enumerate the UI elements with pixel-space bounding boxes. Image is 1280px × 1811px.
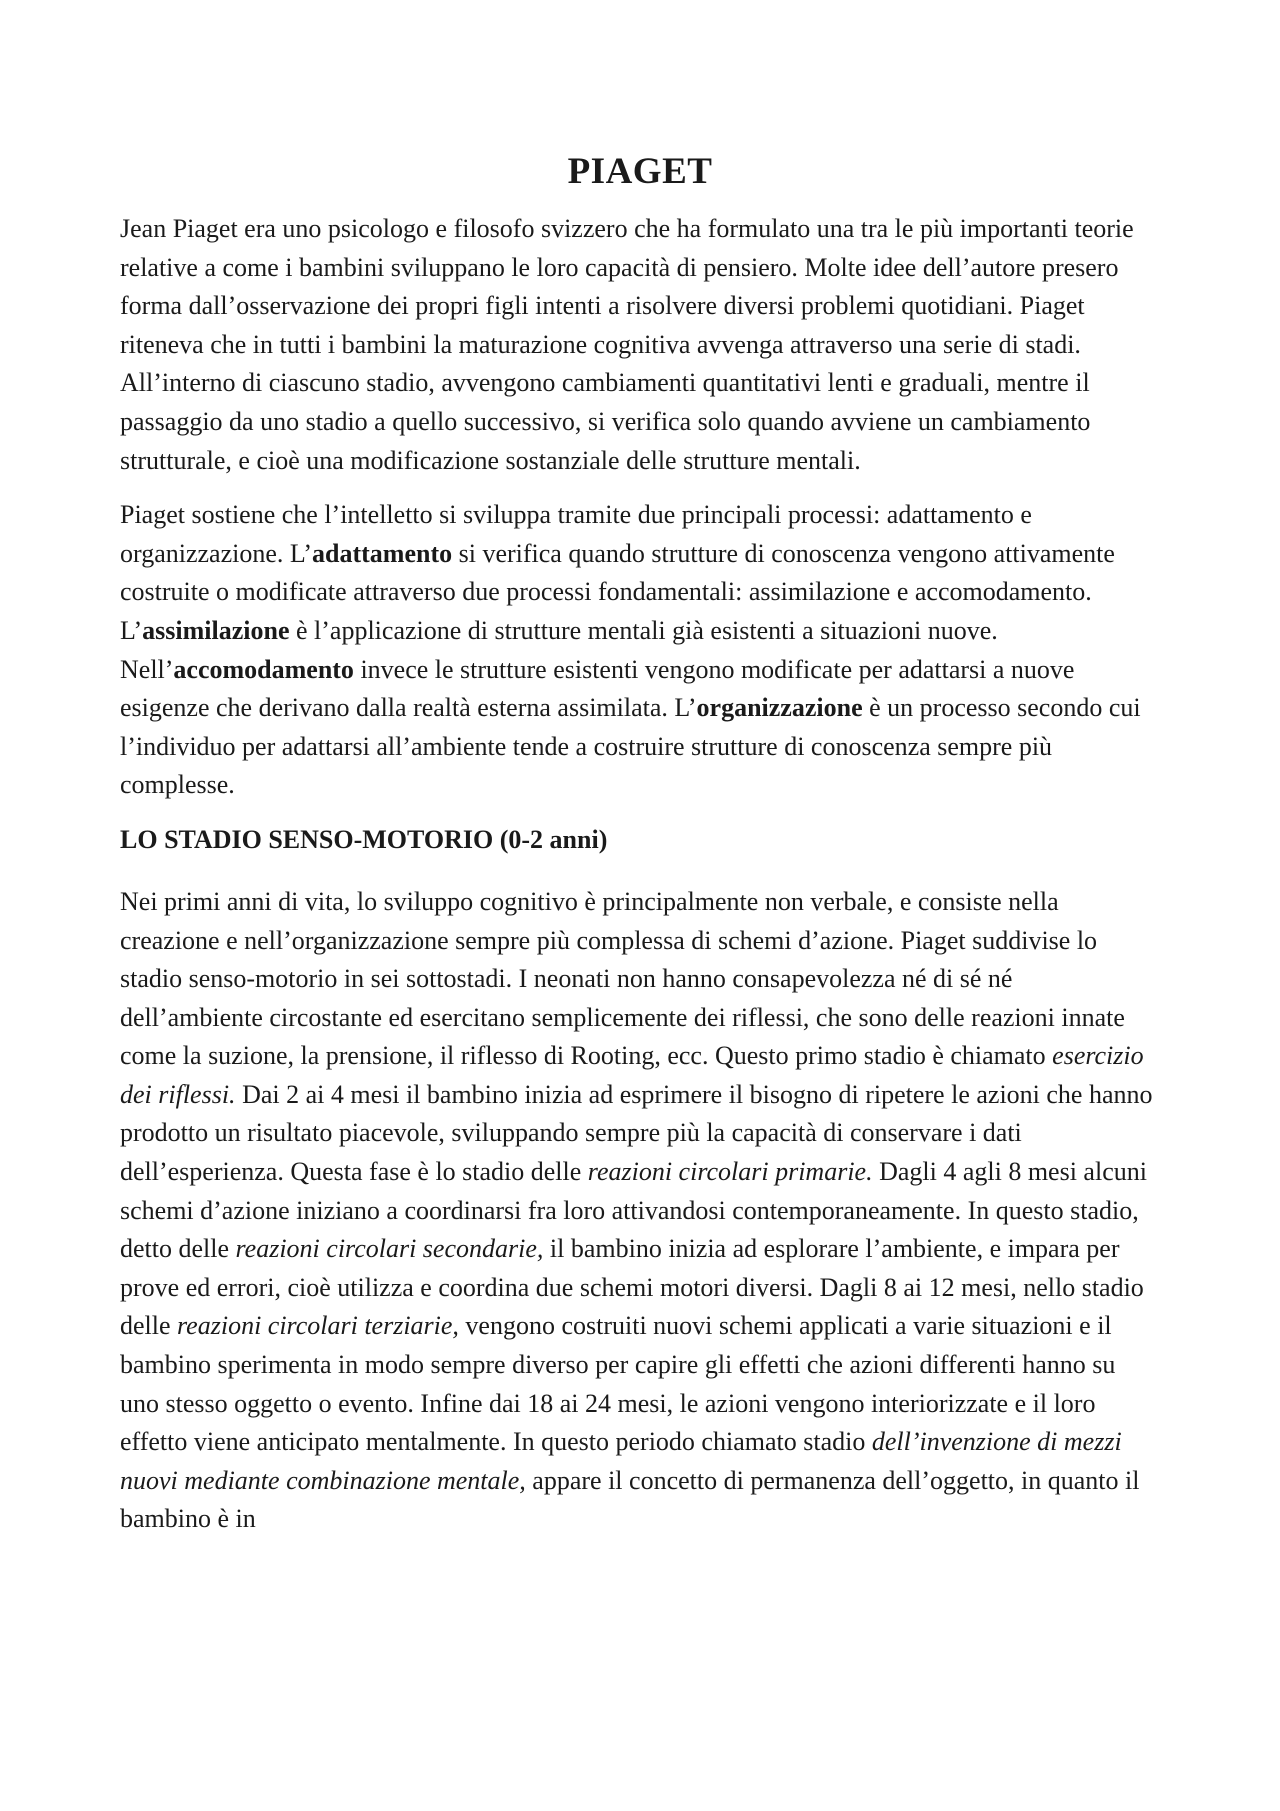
term-adattamento: adattamento: [312, 538, 453, 568]
term-reazioni-circolari-terziarie: reazioni circolari terziarie,: [177, 1311, 459, 1341]
term-invenzione-mezzi-nuovi: dell’invenzione di mezzi nuovi mediante combinazione mentale,: [120, 1427, 1122, 1495]
text-run: il bambino inizia ad esplorare l’ambiente, e impara per prove ed errori, cioè utilizza e coordina due schemi motori diversi. Dagli 8 ai 12 mesi, nello stadio delle: [120, 1234, 1144, 1341]
term-assimilazione: assimilazione: [142, 615, 290, 645]
text-run: Dagli 4 agli 8 mesi alcuni schemi d’azione iniziano a coordinarsi fra loro attivandosi contemporaneamente. In questo stadio, detto delle: [120, 1157, 1147, 1264]
text-run: Piaget sostiene che l’intelletto si sviluppa tramite due principali processi: adattamento e organizzazione. L’: [120, 500, 1032, 568]
text-run: appare il concetto di permanenza dell’oggetto, in quanto il bambino è in: [120, 1465, 1140, 1534]
section-heading-senso-motorio: LO STADIO SENSO-MOTORIO (0-2 anni): [120, 824, 608, 854]
paragraph-intro: Jean Piaget era uno psicologo e filosofo svizzero che ha formulato una tra le più importanti teorie relative a come i bambini sviluppano le loro capacità di pensiero. Molte idee dell’autore presero forma dall’osservazione dei propri figli intenti a risolvere diversi problemi quotidiani. Piaget riteneva che in tutti i bambini la maturazione cognitiva avvenga attraverso una serie di stadi. All’interno di ciascuno stadio, avvengono cambiamenti quantitativi lenti e graduali, mentre il passaggio da uno stadio a quello successivo, si verifica solo quando avviene un cambiamento strutturale, e cioè una modificazione sostanziale delle strutture mentali.: [120, 214, 1134, 475]
text-run: Dai 2 ai 4 mesi il bambino inizia ad esprimere il bisogno di ripetere le azioni che hanno prodotto un risultato piacevole, sviluppando sempre più la capacità di conservare i dati dell’esperienza. Questa fase è lo stadio delle: [120, 1079, 1153, 1187]
term-reazioni-circolari-primarie: reazioni circolari primarie.: [587, 1157, 873, 1187]
term-reazioni-circolari-secondarie: reazioni circolari secondarie,: [235, 1234, 544, 1264]
text-run: è un processo secondo cui l’individuo per adattarsi all’ambiente tende a costruire strutture di conoscenza sempre più complesse.: [120, 693, 1141, 800]
paragraph-senso-motorio: [120, 883, 1160, 1539]
term-accomodamento: accomodamento: [173, 654, 354, 684]
document-title: PIAGET: [567, 151, 713, 192]
text-run: si verifica quando strutture di conoscenza vengono attivamente costruite o modificate attraverso due processi fondamentali: assimilazione e accomodamento. L’: [120, 538, 1115, 645]
text-run: è l’applicazione di strutture mentali già esistenti a situazioni nuove. Nell’: [120, 615, 998, 684]
text-run: vengono costruiti nuovi schemi applicati a varie situazioni e il bambino sperimenta in modo sempre diverso per capire gli effetti che azioni differenti hanno su uno stesso oggetto o evento. Infine dai 18 ai 24 mesi, le azioni vengono interiorizzate e il loro effetto viene anticipato mentalmente. In questo periodo chiamato stadio: [120, 1311, 1116, 1457]
text-run: Nei primi anni di vita, lo sviluppo cognitivo è principalmente non verbale, e consiste nella creazione e nell’organizzazione sempre più complessa di schemi d’azione. Piaget suddivise lo stadio senso-motorio in sei sottostadi. I neonati non hanno consapevolezza né di sé né dell’ambiente circostante ed esercitano semplicemente dei riflessi, che sono delle reazioni innate come la suzione, la prensione, il riflesso di Rooting, ecc. Questo primo stadio è chiamato: [120, 886, 1125, 1071]
paragraph-processes: [120, 496, 1160, 805]
text-run: invece le strutture esistenti vengono modificate per adattarsi a nuove esigenze che derivano dalla realtà esterna assimilata. L’: [120, 654, 1075, 723]
term-esercizio-dei-riflessi: esercizio dei riflessi.: [120, 1041, 1144, 1109]
term-organizzazione: organizzazione: [696, 693, 863, 723]
